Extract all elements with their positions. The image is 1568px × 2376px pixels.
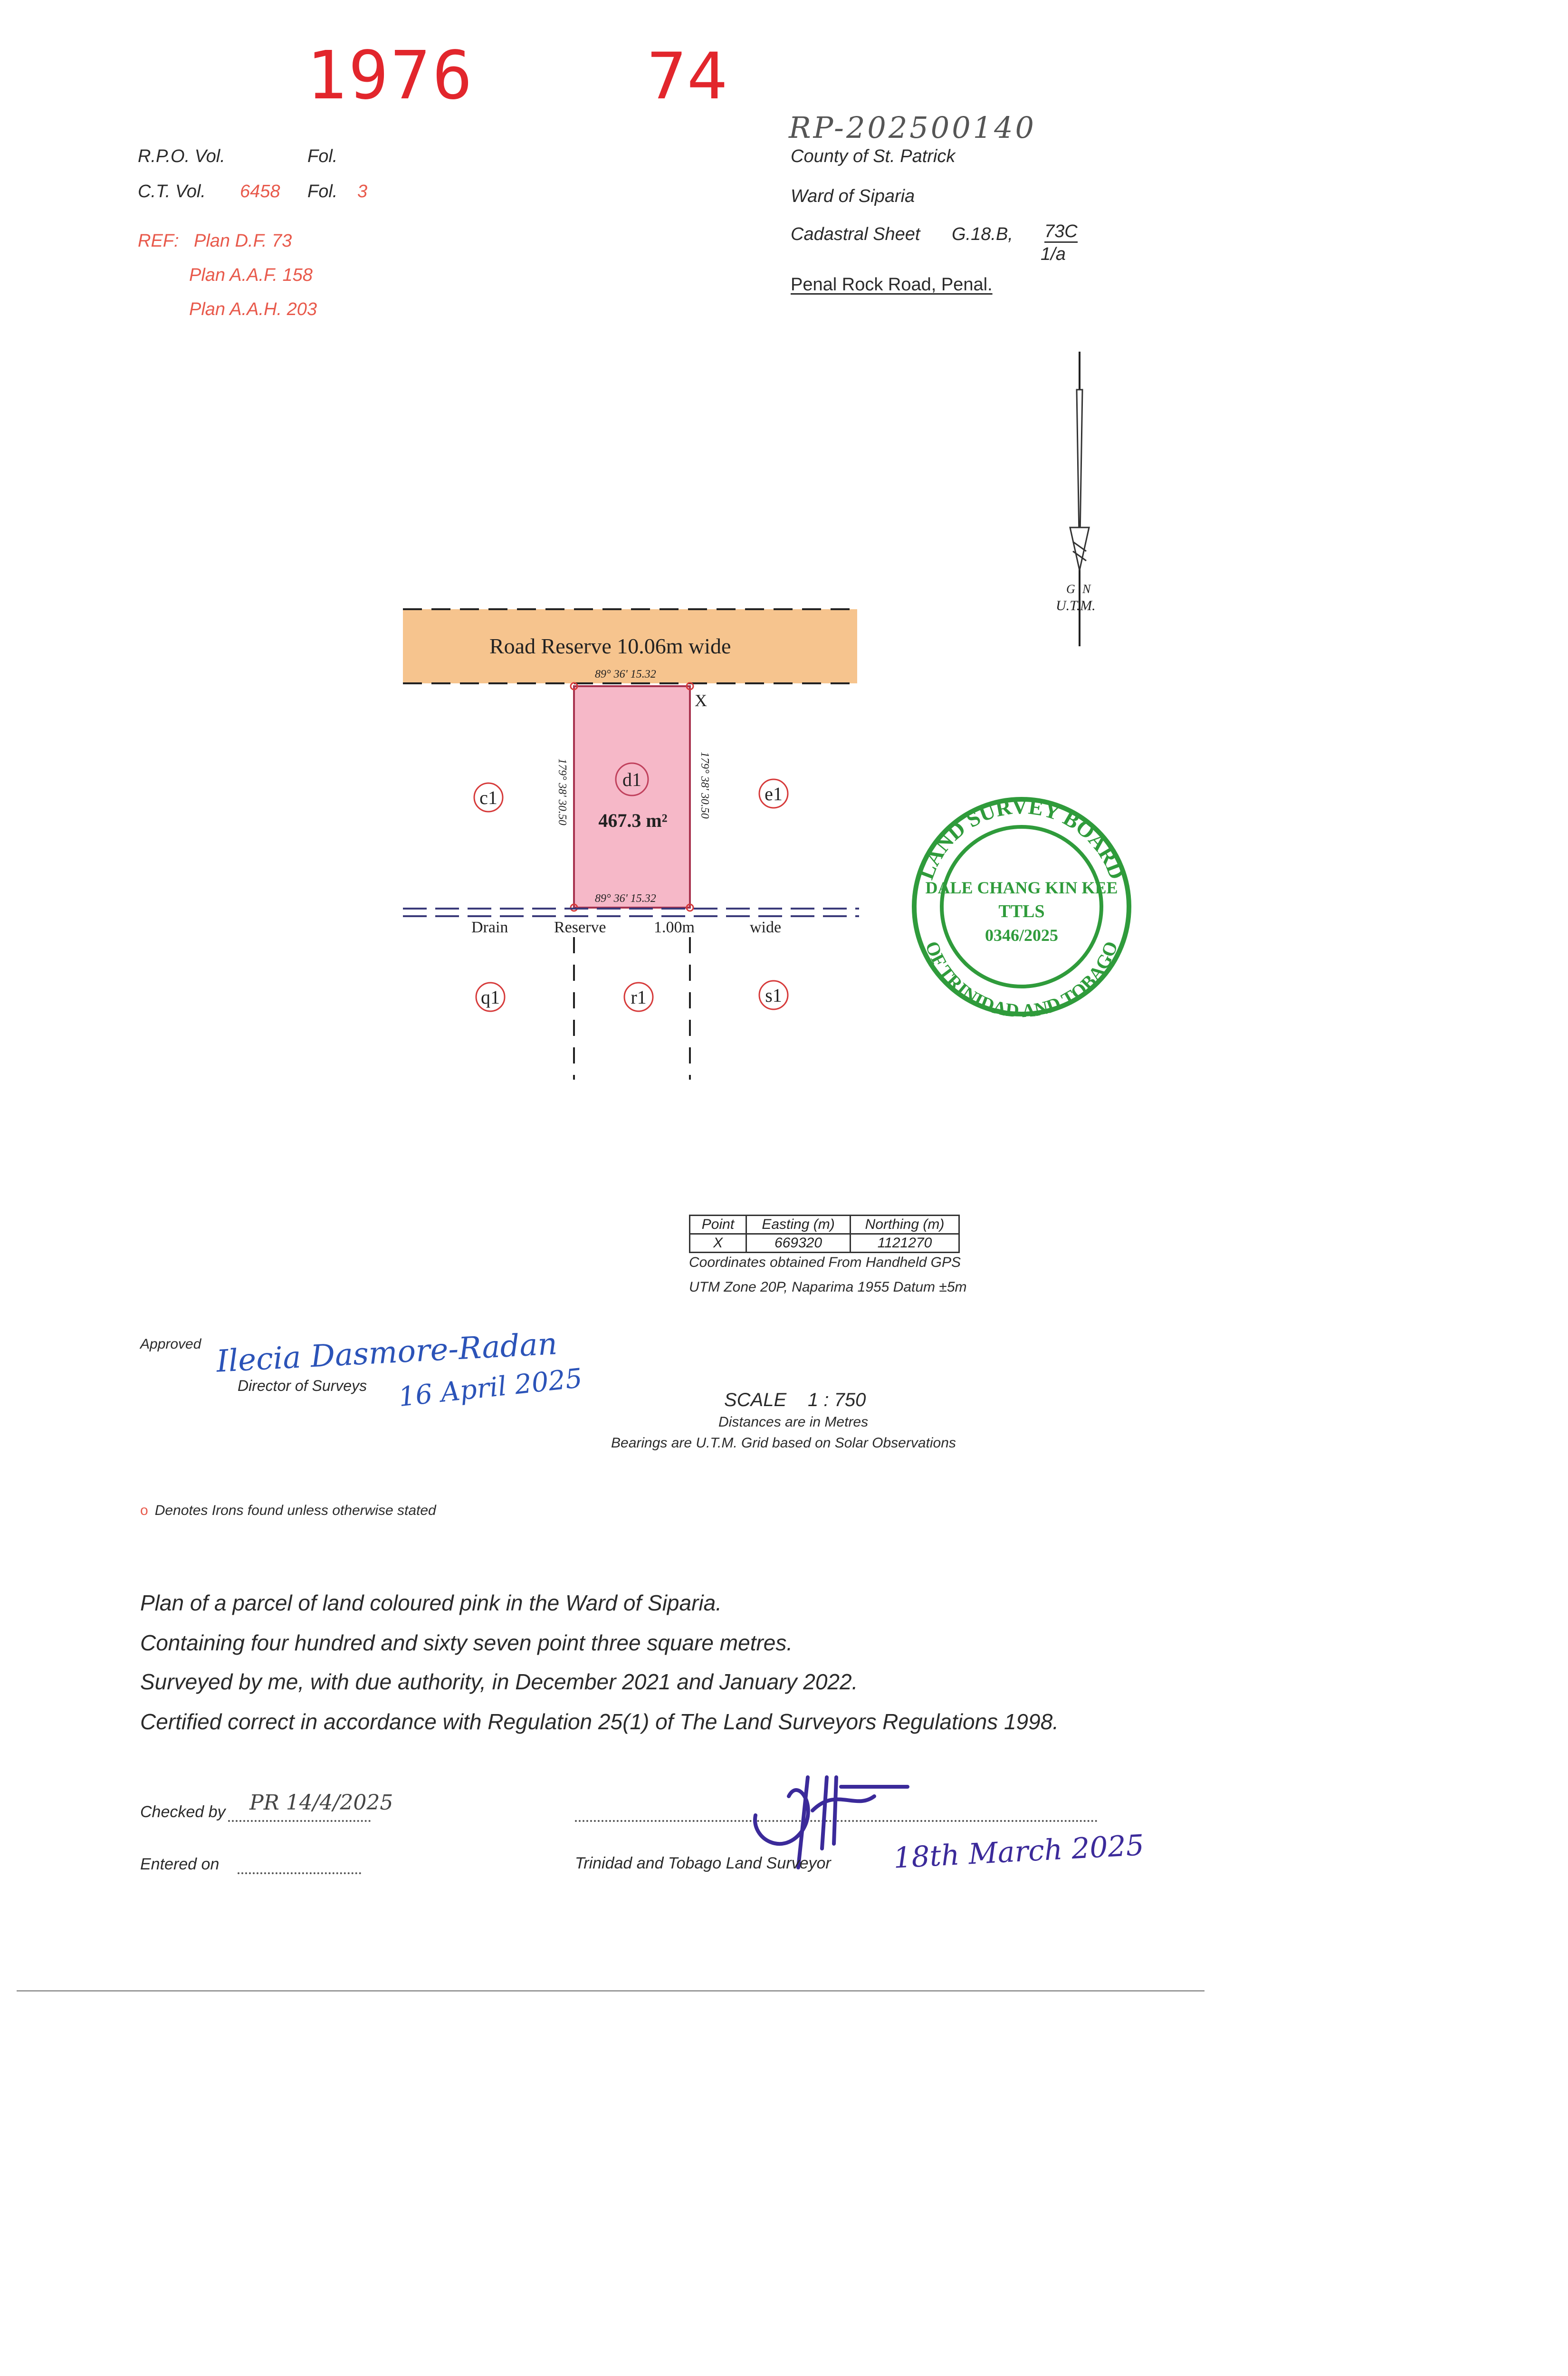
plan-drawing — [0, 0, 1568, 1140]
seal-number: 0346/2025 — [985, 926, 1059, 945]
parcel-area: 467.3 m² — [598, 810, 668, 831]
ref-item: Plan D.F. 73 — [194, 231, 292, 251]
county: County of St. Patrick — [791, 146, 956, 166]
rp-number: RP-202500140 — [789, 110, 1036, 145]
drain-label-3: 1.00m — [654, 919, 695, 936]
stamp-number: 1976 — [306, 37, 475, 115]
approval-date: 16 April 2025 — [397, 1362, 584, 1413]
certificate-line: Certified correct in accordance with Regulation 25(1) of The Land Surveyors Regulations 1998. — [140, 1709, 1059, 1734]
stamp-number-secondary: 74 — [646, 39, 728, 114]
parcel-d1 — [574, 686, 690, 908]
table-cell: 1121270 — [851, 1234, 959, 1253]
table-header: Point — [690, 1216, 746, 1234]
director-signature: Ilecia Dasmore-Radan — [215, 1326, 558, 1380]
table-row — [690, 1234, 959, 1253]
ref-label: REF: — [138, 231, 179, 251]
parcel-id: d1 — [622, 769, 641, 790]
entered-label: Entered on — [140, 1855, 220, 1873]
table-header: Northing (m) — [851, 1216, 959, 1234]
scale-label: SCALE — [724, 1389, 787, 1410]
table-header-row — [690, 1216, 959, 1234]
road-reserve-label: Road Reserve 10.06m wide — [489, 634, 731, 658]
cadastral-fraction-num: 73C — [1044, 221, 1078, 243]
table-cell: 669320 — [746, 1234, 851, 1253]
checked-dotted-line — [228, 1820, 371, 1822]
scale-value: 1 : 750 — [808, 1389, 866, 1410]
svg-text:OF TRINIDAD AND TOBAGO — [921, 939, 1122, 1022]
approved-label: Approved — [140, 1336, 201, 1352]
right-bearing: 179° 38' 30.50 — [698, 752, 711, 819]
iron-symbol-icon: o — [140, 1503, 148, 1518]
legend — [140, 1503, 436, 1519]
left-bearing: 179° 38' 30.50 — [556, 758, 568, 825]
north-g-label: G — [1066, 582, 1075, 596]
ct-fol-label: Fol. — [307, 182, 338, 201]
neighbour-label: s1 — [765, 985, 782, 1006]
seal-name: DALE CHANG KIN KEE — [925, 878, 1118, 897]
coordinates-note: Coordinates obtained From Handheld GPS — [689, 1255, 961, 1270]
drain-label-4: wide — [750, 919, 782, 936]
rpo-vol-label: R.P.O. Vol. — [138, 146, 225, 166]
drain-label-1: Drain — [471, 919, 508, 936]
neighbour-label: q1 — [481, 987, 500, 1008]
ref-item: Plan A.A.F. 158 — [189, 265, 313, 285]
seal-designation: TTLS — [998, 901, 1045, 921]
corner-x-label: X — [695, 691, 707, 710]
certificate-line: Surveyed by me, with due authority, in December 2021 and January 2022. — [140, 1669, 858, 1694]
north-n-label: N — [1082, 582, 1091, 596]
ct-vol-label: C.T. Vol. — [138, 182, 206, 201]
neighbour-label: c1 — [479, 787, 497, 808]
surveyor-label: Trinidad and Tobago Land Surveyor — [575, 1854, 831, 1872]
page-edge-line — [17, 1990, 1205, 1992]
ct-vol-value: 6458 — [240, 182, 280, 201]
coordinates-table — [689, 1215, 960, 1253]
cadastral-fraction-den: 1/a — [1041, 244, 1066, 264]
director-title: Director of Surveys — [238, 1377, 367, 1394]
bearings-note: Bearings are U.T.M. Grid based on Solar Observations — [611, 1435, 956, 1451]
checked-label: Checked by — [140, 1803, 226, 1821]
ref-item: Plan A.A.H. 203 — [189, 299, 317, 319]
cadastral-label: Cadastral Sheet — [791, 224, 920, 244]
certificate-line: Containing four hundred and sixty seven point three square metres. — [140, 1630, 793, 1655]
north-utm-label: U.T.M. — [1056, 598, 1096, 613]
surveyor-seal — [914, 794, 1130, 1022]
road-name: Penal Rock Road, Penal. — [791, 275, 993, 295]
seal-ring-bottom: OF TRINIDAD AND TOBAGO — [921, 938, 1122, 1022]
table-header: Easting (m) — [746, 1216, 851, 1234]
drain-label-2: Reserve — [554, 919, 606, 936]
legend-text: Denotes Irons found unless otherwise stated — [154, 1503, 436, 1518]
entered-dotted-line — [238, 1872, 361, 1874]
rpo-fol-label: Fol. — [307, 146, 338, 166]
ward: Ward of Siparia — [791, 186, 915, 206]
ct-fol-value: 3 — [357, 182, 368, 201]
distances-note: Distances are in Metres — [718, 1414, 869, 1430]
seal-ring-top: LAND SURVEY BOARD — [913, 794, 1130, 883]
bottom-bearing: 89° 36' 15.32 — [595, 892, 656, 905]
cadastral-sheet: G.18.B, — [952, 224, 1013, 244]
checked-initials: PR 14/4/2025 — [249, 1791, 393, 1815]
coordinates-datum-note: UTM Zone 20P, Naparima 1955 Datum ±5m — [689, 1279, 967, 1295]
svg-text:LAND SURVEY BOARD — [914, 794, 1130, 882]
surveyor-date: 18th March 2025 — [892, 1829, 1145, 1875]
table-cell: X — [690, 1234, 746, 1253]
neighbour-label: r1 — [631, 987, 647, 1008]
top-bearing: 89° 36' 15.32 — [595, 668, 656, 680]
certificate-line: Plan of a parcel of land coloured pink in the Ward of Siparia. — [140, 1590, 722, 1615]
neighbour-label: e1 — [765, 783, 783, 805]
